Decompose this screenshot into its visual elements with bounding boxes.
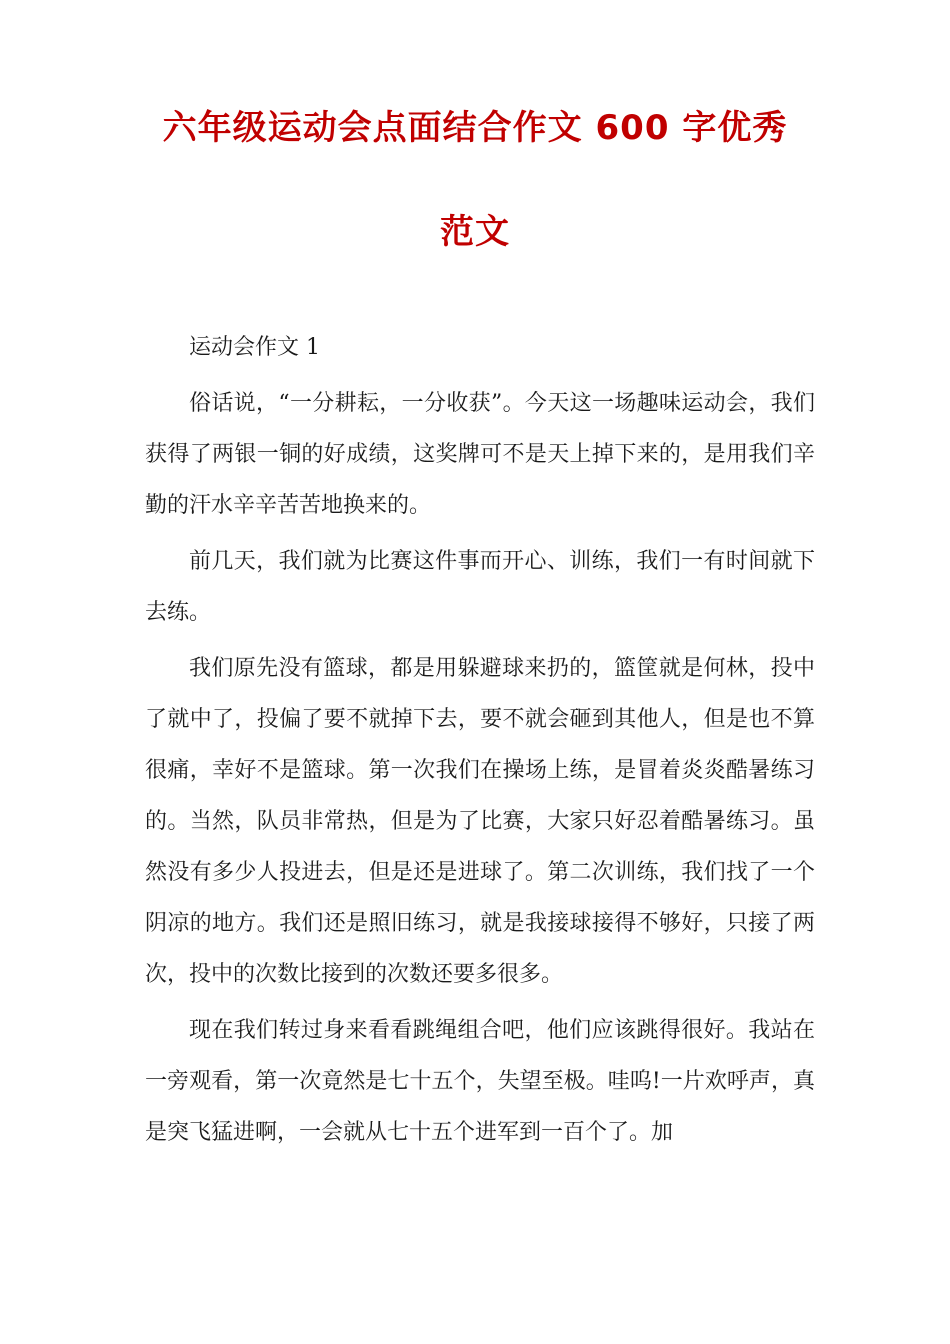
paragraph: 俗话说，“一分耕耘，一分收获”。今天这一场趣味运动会，我们获得了两银一铜的好成绩，这奖牌可不是天上掉下来的，是用我们辛勤的汗水辛辛苦苦地换来的。: [145, 391, 815, 518]
paragraph: 前几天，我们就为比赛这件事而开心、训练，我们一有时间就下去练。: [145, 549, 815, 625]
paragraph: 我们原先没有篮球，都是用躲避球来扔的，篮筐就是何林，投中了就中了，投偏了要不就掉下去，要不就会砸到其他人，但是也不算很痛，幸好不是篮球。第一次我们在操场上练，是冒着炎炎酷暑练习的。当然，队员非常热，但是为了比赛，大家只好忍着酷暑练习。虽然没有多少人投进去，但是还是进球了。第二次训练，我们找了一个阴凉的地方。我们还是照旧练习，就是我接球接得不够好，只接了两次，投中的次数比接到的次数还要多很多。: [145, 656, 815, 987]
document-title-line-2: 范文: [440, 212, 510, 252]
paragraph: 现在我们转过身来看看跳绳组合吧，他们应该跳得很好。我站在一旁观看，第一次竟然是七十五个，失望至极。哇呜!一片欢呼声，真是突飞猛进啊，一会就从七十五个进军到一百个了。加: [145, 1018, 815, 1145]
document-body: [145, 322, 815, 1163]
document-title-line-1: 六年级运动会点面结合作文 600 字优秀: [162, 108, 788, 148]
section-heading: 运动会作文 1: [189, 335, 320, 360]
